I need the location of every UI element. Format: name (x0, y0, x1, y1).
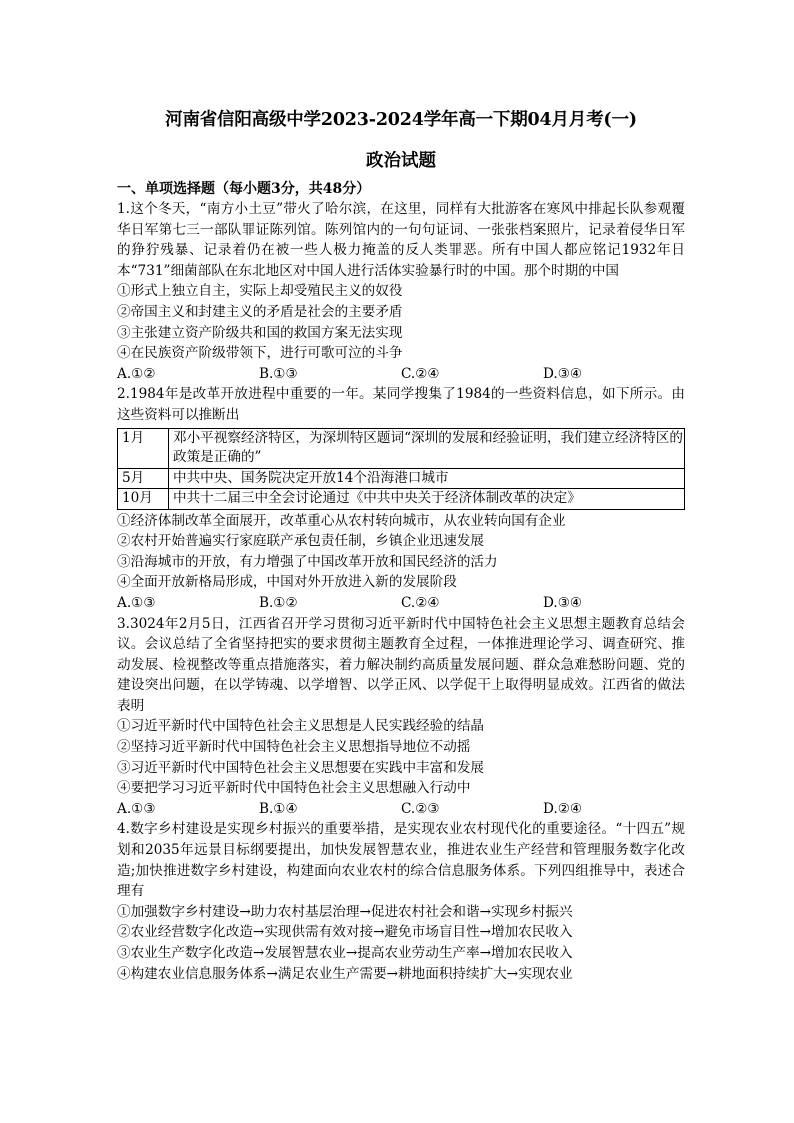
option-b: B.①③ (259, 365, 298, 382)
question-stem: 3.3024年2月5日，江西省召开学习贯彻习近平新时代中国特色社会主义思想主题教育总结会议。会议总结了全省坚持把实的要求贯彻主题教育全过程，一体推进理论学习、调查研究、推动发展、检视整改等重点措施落实，着力解决制约高质量发展问题、群众急难愁盼问题、党的建设突出问题，在以学铸魂、以学增智、以学正风、以学促干上取得明显成效。江西省的做法表明 (117, 615, 685, 714)
option-c: C.②④ (401, 365, 440, 382)
option-a: A.①③ (117, 594, 156, 611)
answer-options (117, 799, 685, 820)
option-b: B.①② (259, 594, 298, 611)
option-b: B.①④ (259, 800, 298, 817)
table-event: 中共中央、国务院决定开放14个沿海港口城市 (169, 468, 685, 489)
section-heading: 一、单项选择题（每小题3分，共48分） (117, 181, 371, 197)
question-4 (117, 819, 685, 984)
statement: ③农业生产数字化改造→发展智慧农业→提高农业劳动生产率→增加农民收入 (117, 945, 573, 961)
option-c: C.②④ (401, 594, 440, 611)
question-stem: 4.数字乡村建设是实现乡村振兴的重要举措，是实现农业农村现代化的重要途径。“十四五”规划和2035年远景目标纲要提出，加快发展智慧农业，推进农业生产经营和管理服务数字化改造;加快推进数字乡村建设，构建面向农业农村的综合信息服务体系。下列四组推导中，表述合理有 (117, 821, 685, 900)
info-table (117, 428, 685, 510)
option-d: D.②④ (543, 800, 583, 817)
table-row (118, 428, 685, 468)
table-event: 邓小平视察经济特区，为深圳特区题词“深圳的发展和经验证明，我们建立经济特区的政策是正确的” (169, 428, 685, 468)
statement: ④在民族资产阶级带领下，进行可歌可泣的斗争 (117, 345, 403, 362)
table-month: 1月 (118, 428, 169, 468)
statement: ①加强数字乡村建设→助力农村基层治理→促进农村社会和谐→实现乡村振兴 (117, 903, 573, 920)
answer-options (117, 364, 685, 385)
statement: ③习近平新时代中国特色社会主义思想要在实践中丰富和发展 (117, 759, 485, 776)
exam-page (117, 100, 685, 984)
statement: ②坚持习近平新时代中国特色社会主义思想指导地位不动摇 (117, 739, 471, 756)
option-d: D.③④ (543, 594, 583, 611)
table-month: 5月 (118, 468, 169, 489)
statement: ②帝国主义和封建主义的矛盾是社会的主要矛盾 (117, 303, 403, 320)
question-stem: 1.这个冬天，“南方小土豆”带火了哈尔滨，在这里，同样有大批游客在寒风中排起长队参观覆华日军第七三一部队罪证陈列馆。陈列馆内的一句句证词、一张张档案照片，记录着侵华日军的狰狞残暴、记录着仍在被一些人极力掩盖的反人类罪恶。所有中国人都应铭记1932年日本“731”细菌部队在东北地区对中国人进行活体实验暴行时的中国。那个时期的中国 (117, 201, 685, 279)
statement: ②农村开始普遍实行家庭联产承包责任制，乡镇企业迅速发展 (117, 533, 485, 550)
table-month: 10月 (118, 489, 169, 510)
statement: ④全面开放新格局形成，中国对外开放进入新的发展阶段 (117, 574, 457, 591)
question-3 (117, 614, 685, 820)
statement: ③主张建立资产阶级共和国的救国方案无法实现 (117, 324, 403, 341)
statement: ②农业经营数字化改造→实现供需有效对接→避免市场盲目性→增加农民收入 (117, 924, 573, 941)
option-d: D.③④ (543, 365, 583, 382)
statement: ①习近平新时代中国特色社会主义思想是人民实践经验的结晶 (117, 718, 485, 735)
option-c: C.②③ (401, 800, 440, 817)
question-2 (117, 384, 685, 613)
statement: ①形式上独立自主，实际上却受殖民主义的奴役 (117, 283, 403, 300)
exam-subject: 政治试题 (366, 151, 436, 171)
question-1 (117, 199, 685, 384)
table-event: 中共十二届三中全会讨论通过《中共中央关于经济体制改革的决定》 (169, 489, 685, 510)
statement: ③沿海城市的开放，有力增强了中国改革开放和国民经济的活力 (117, 553, 498, 570)
statement: ④要把学习习近平新时代中国特色社会主义思想融入行动中 (117, 780, 471, 797)
table-row (118, 468, 685, 489)
exam-title: 河南省信阳高级中学2023-2024学年高一下期04月月考(一) (165, 110, 637, 130)
answer-options (117, 593, 685, 614)
table-row (118, 489, 685, 510)
option-a: A.①② (117, 365, 156, 382)
statement: ①经济体制改革全面展开，改革重心从农村转向城市，从农业转向国有企业 (117, 512, 566, 529)
option-a: A.①③ (117, 800, 156, 817)
question-stem: 2.1984年是改革开放进程中重要的一年。某同学搜集了1984的一些资料信息，如下所示。由这些资料可以推断出 (117, 386, 685, 423)
statement: ④构建农业信息服务体系→满足农业生产需要→耕地面积持续扩大→实现农业 (117, 965, 573, 982)
